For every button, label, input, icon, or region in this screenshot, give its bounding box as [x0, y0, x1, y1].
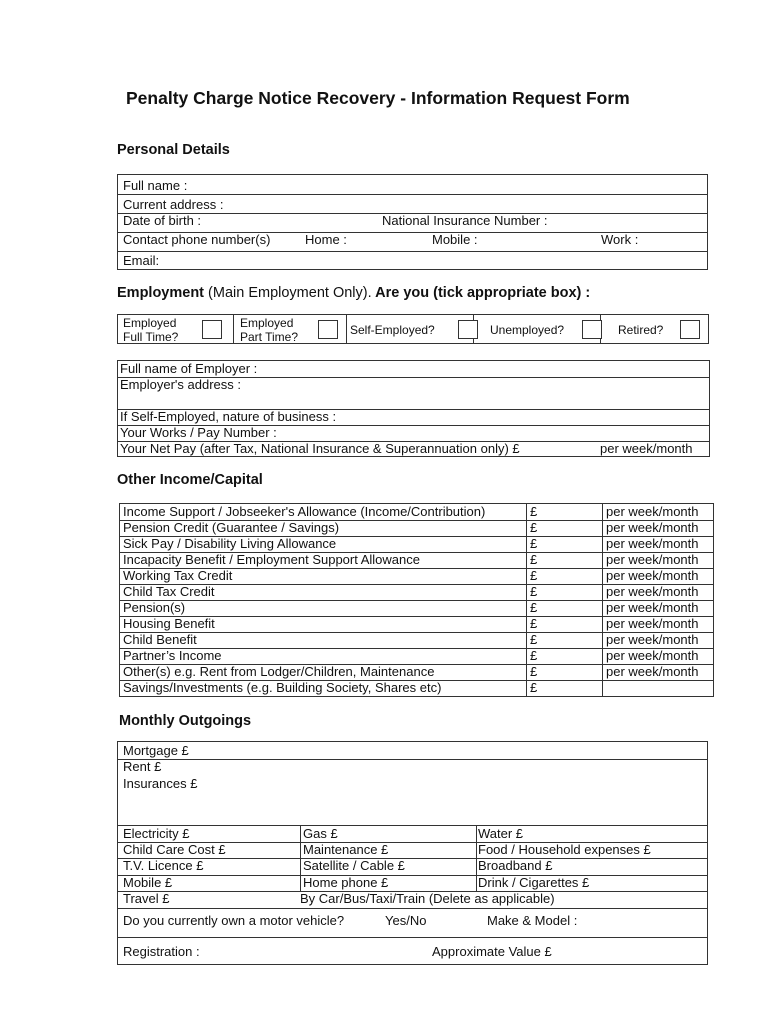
income-amount-field[interactable]: £ — [530, 600, 538, 615]
home-phone-field[interactable]: Home : — [305, 232, 347, 247]
employment-heading-question: Are you (tick appropriate box) : — [375, 285, 591, 301]
other-income-heading: Other Income/Capital — [117, 472, 263, 488]
income-amount-field[interactable]: £ — [530, 632, 538, 647]
self-employed-label: Self-Employed? — [350, 323, 435, 337]
travel-note: By Car/Bus/Taxi/Train (Delete as applicable) — [300, 891, 555, 906]
retired-checkbox[interactable] — [680, 320, 700, 339]
income-period-label: per week/month — [606, 568, 699, 583]
full-time-checkbox[interactable] — [202, 320, 222, 339]
income-row-label: Pension(s) — [123, 600, 186, 615]
income-amount-field[interactable]: £ — [530, 584, 538, 599]
income-row-label: Child Benefit — [123, 632, 197, 647]
income-period-label: per week/month — [606, 536, 699, 551]
income-amount-field[interactable]: £ — [530, 536, 538, 551]
employed-part-time-label-1: Employed — [240, 316, 294, 330]
employer-name-field[interactable]: Full name of Employer : — [120, 361, 258, 376]
income-row-label: Partner’s Income — [123, 648, 222, 663]
current-address-field[interactable]: Current address : — [123, 197, 224, 212]
full-name-field[interactable]: Full name : — [123, 178, 188, 193]
net-pay-period: per week/month — [600, 441, 693, 456]
tv-licence-field[interactable]: T.V. Licence £ — [123, 858, 204, 873]
contact-phone-label: Contact phone number(s) — [123, 232, 271, 247]
employment-heading — [117, 285, 590, 301]
employment-heading-label: Employment — [117, 285, 205, 301]
income-amount-field[interactable]: £ — [530, 616, 538, 631]
email-field[interactable]: Email: — [123, 253, 160, 268]
registration-field[interactable]: Registration : — [123, 944, 200, 959]
income-period-label: per week/month — [606, 648, 699, 663]
self-employed-business-field[interactable]: If Self-Employed, nature of business : — [120, 409, 337, 424]
income-amount-field[interactable]: £ — [530, 504, 538, 519]
unemployed-label: Unemployed? — [490, 323, 565, 337]
water-field[interactable]: Water £ — [478, 826, 524, 841]
net-pay-field[interactable]: Your Net Pay (after Tax, National Insurance & Superannuation only) £ — [120, 441, 520, 456]
works-number-field[interactable]: Your Works / Pay Number : — [120, 425, 277, 440]
income-amount-field[interactable]: £ — [530, 648, 538, 663]
income-row-label: Income Support / Jobseeker's Allowance (Income/Contribution) — [123, 504, 486, 519]
employed-part-time-label-2: Part Time? — [240, 330, 299, 344]
income-row-label: Housing Benefit — [123, 616, 215, 631]
income-period-label: per week/month — [606, 584, 699, 599]
income-period-label: per week/month — [606, 504, 699, 519]
income-amount-field[interactable]: £ — [530, 568, 538, 583]
insurances-field[interactable]: Insurances £ — [123, 776, 198, 791]
monthly-outgoings-heading: Monthly Outgoings — [119, 713, 252, 729]
gas-field[interactable]: Gas £ — [303, 826, 338, 841]
income-row-label: Other(s) e.g. Rent from Lodger/Children, Maintenance — [123, 664, 435, 679]
home-phone-cost-field[interactable]: Home phone £ — [303, 875, 389, 890]
part-time-checkbox[interactable] — [318, 320, 338, 339]
electricity-field[interactable]: Electricity £ — [123, 826, 190, 841]
approx-value-field[interactable]: Approximate Value £ — [432, 944, 552, 959]
income-period-label: per week/month — [606, 552, 699, 567]
unemployed-checkbox[interactable] — [582, 320, 602, 339]
income-period-label: per week/month — [606, 520, 699, 535]
income-period-label: per week/month — [606, 664, 699, 679]
employed-full-time-label-2: Full Time? — [123, 330, 179, 344]
income-amount-field[interactable]: £ — [530, 664, 538, 679]
broadband-field[interactable]: Broadband £ — [478, 858, 553, 873]
income-row-label: Working Tax Credit — [123, 568, 233, 583]
income-row-label: Pension Credit (Guarantee / Savings) — [123, 520, 340, 535]
child-care-field[interactable]: Child Care Cost £ — [123, 842, 226, 857]
income-amount-field[interactable]: £ — [530, 680, 538, 695]
income-row-label: Child Tax Credit — [123, 584, 215, 599]
self-employed-checkbox[interactable] — [458, 320, 478, 339]
mobile-phone-field[interactable]: Mobile : — [432, 232, 478, 247]
maintenance-field[interactable]: Maintenance £ — [303, 842, 389, 857]
satellite-cable-field[interactable]: Satellite / Cable £ — [303, 858, 405, 873]
employment-heading-note: (Main Employment Only). — [208, 285, 372, 301]
food-household-field[interactable]: Food / Household expenses £ — [478, 842, 651, 857]
page-title: Penalty Charge Notice Recovery - Information Request Form — [126, 88, 630, 108]
work-phone-field[interactable]: Work : — [601, 232, 639, 247]
income-period-label: per week/month — [606, 632, 699, 647]
employer-address-field[interactable]: Employer's address : — [120, 377, 241, 392]
income-amount-field[interactable]: £ — [530, 520, 538, 535]
travel-field[interactable]: Travel £ — [123, 891, 170, 906]
income-row-label: Incapacity Benefit / Employment Support Allowance — [123, 552, 420, 567]
personal-details-heading: Personal Details — [117, 142, 230, 158]
income-period-label: per week/month — [606, 600, 699, 615]
ni-number-field[interactable]: National Insurance Number : — [382, 213, 548, 228]
vehicle-yes-no[interactable]: Yes/No — [385, 913, 427, 928]
vehicle-question: Do you currently own a motor vehicle? — [123, 913, 345, 928]
rent-field[interactable]: Rent £ — [123, 759, 162, 774]
dob-field[interactable]: Date of birth : — [123, 213, 202, 228]
income-row-label: Savings/Investments (e.g. Building Society, Shares etc) — [123, 680, 442, 695]
mobile-cost-field[interactable]: Mobile £ — [123, 875, 173, 890]
employed-full-time-label-1: Employed — [123, 316, 177, 330]
income-row-label: Sick Pay / Disability Living Allowance — [123, 536, 337, 551]
mortgage-field[interactable]: Mortgage £ — [123, 743, 189, 758]
income-amount-field[interactable]: £ — [530, 552, 538, 567]
make-model-field[interactable]: Make & Model : — [487, 913, 578, 928]
retired-label: Retired? — [618, 323, 664, 337]
drink-cigarettes-field[interactable]: Drink / Cigarettes £ — [478, 875, 590, 890]
income-period-label: per week/month — [606, 616, 699, 631]
